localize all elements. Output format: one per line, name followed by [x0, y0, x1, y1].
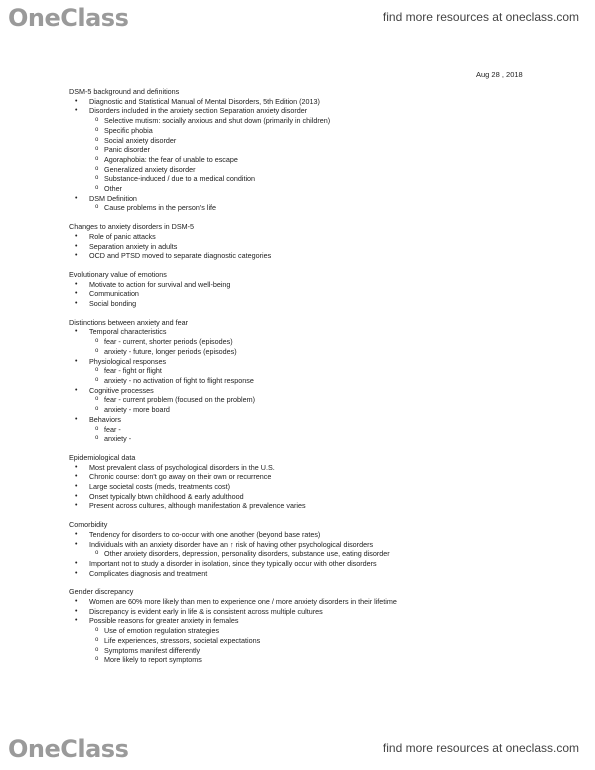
sub-bullet-item: o More likely to report symptoms [69, 655, 549, 665]
bullet-item: • Discrepancy is evident early in life & is consistent across multiple cultures [69, 607, 549, 617]
sub-bullet-item: o Other anxiety disorders, depression, personality disorders, substance use, eating disorder [69, 549, 549, 559]
sub-bullet-item: o Generalized anxiety disorder [69, 165, 549, 175]
section-heading: Changes to anxiety disorders in DSM-5 [69, 222, 195, 232]
header-resources-link[interactable]: find more resources at oneclass.com [382, 10, 579, 24]
section-heading: DSM-5 background and definitions [69, 87, 180, 96]
section-spacer [69, 578, 549, 587]
sub-bullet-item: o Symptoms manifest differently [69, 646, 549, 656]
sub-bullet-item: o anxiety - [69, 434, 549, 444]
sub-bullet-item: o fear - current, shorter periods (episodes) [69, 337, 549, 347]
section-heading: Distinctions between anxiety and fear [69, 317, 189, 327]
bullet-item: • Chronic course: don't go away on their own or recurrence [69, 472, 549, 482]
note-section [69, 222, 549, 261]
sub-bullet-item: o Other [69, 184, 549, 194]
note-section [69, 87, 549, 213]
bullet-item: • Tendency for disorders to co-occur with one another (beyond base rates) [69, 530, 549, 540]
sub-bullet-item: o Selective mutism: socially anxious and shut down (primarily in children) [69, 116, 549, 126]
sub-bullet-item: o fear - current problem (focused on the problem) [69, 395, 549, 405]
note-section [69, 270, 549, 309]
bullet-item: • Behaviors [69, 415, 549, 425]
bullet-item: • Onset typically btwn childhood & early adulthood [69, 492, 549, 502]
sub-bullet-item: o Social anxiety disorder [69, 136, 549, 146]
bullet-item: • Physiological responses [69, 357, 549, 367]
sub-bullet-item: o Specific phobia [69, 126, 549, 136]
footer-resources-link[interactable]: find more resources at oneclass.com [382, 741, 579, 755]
section-heading: Evolutionary value of emotions [69, 269, 167, 279]
notes-content [69, 87, 549, 665]
bullet-item: • Communication [69, 289, 549, 299]
note-date: Aug 28 , 2018 [476, 70, 523, 79]
bullet-item: • Temporal characteristics [69, 327, 549, 337]
bullet-item: • Diagnostic and Statistical Manual of Mental Disorders, 5th Edition (2013) [69, 97, 549, 107]
section-spacer [69, 511, 549, 520]
sub-bullet-item: o anxiety - no activation of fight to flight response [69, 376, 549, 386]
bullet-item: • Large societal costs (meds, treatments cost) [69, 482, 549, 492]
bullet-item: • OCD and PTSD moved to separate diagnostic categories [69, 251, 549, 261]
bullet-item: • Most prevalent class of psychological disorders in the U.S. [69, 463, 549, 473]
sub-bullet-item: o Use of emotion regulation strategies [69, 626, 549, 636]
bullet-item: • Role of panic attacks [69, 232, 549, 242]
bullet-item: • Complicates diagnosis and treatment [69, 569, 549, 579]
bullet-item: • Possible reasons for greater anxiety in females [69, 616, 549, 626]
sub-bullet-item: o Agoraphobia: the fear of unable to escape [69, 155, 549, 165]
note-section [69, 587, 549, 665]
oneclass-logo-footer[interactable]: OneClass [8, 735, 129, 763]
bullet-item: • Motivate to action for survival and well-being [69, 280, 549, 290]
note-section [69, 520, 549, 578]
sub-bullet-item: o Substance-induced / due to a medical condition [69, 174, 549, 184]
oneclass-logo-header[interactable]: OneClass [8, 4, 129, 32]
bullet-item: • Individuals with an anxiety disorder have an ↑ risk of having other psychological disorders [69, 540, 549, 550]
bullet-item: • Cognitive processes [69, 386, 549, 396]
section-heading: Comorbidity [69, 520, 108, 530]
sub-bullet-item: o fear - [69, 425, 549, 435]
note-section [69, 318, 549, 444]
bullet-item: • Disorders included in the anxiety section Separation anxiety disorder [69, 106, 549, 116]
section-spacer [69, 309, 549, 318]
bullet-item: • Present across cultures, although manifestation & prevalence varies [69, 501, 549, 511]
sub-bullet-item: o Cause problems in the person's life [69, 203, 549, 213]
bullet-item: • Women are 60% more likely than men to experience one / more anxiety disorders in their lifetime [69, 597, 549, 607]
sub-bullet-item: o anxiety - more board [69, 405, 549, 415]
bullet-item: • Separation anxiety in adults [69, 242, 549, 252]
bullet-item: • Important not to study a disorder in isolation, since they typically occur with other disorders [69, 559, 549, 569]
sub-bullet-item: o fear - fight or flight [69, 366, 549, 376]
section-heading: Epidemiological data [69, 452, 136, 462]
sub-bullet-item: o anxiety - future, longer periods (episodes) [69, 347, 549, 357]
sub-bullet-item: o Panic disorder [69, 145, 549, 155]
bullet-item: • DSM Definition [69, 194, 549, 204]
section-spacer [69, 213, 549, 222]
section-spacer [69, 261, 549, 270]
sub-bullet-item: o Life experiences, stressors, societal expectations [69, 636, 549, 646]
bullet-item: • Social bonding [69, 299, 549, 309]
section-heading: Gender discrepancy [69, 587, 134, 597]
note-section [69, 453, 549, 511]
section-spacer [69, 444, 549, 453]
